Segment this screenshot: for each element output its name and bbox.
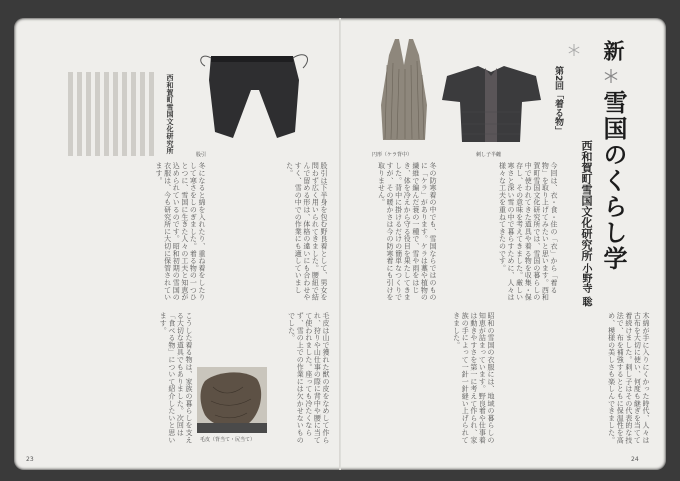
right-lower-column-a: 木綿が手に入りにくかった時代、人々は古布を大切に使い、何度も継ぎを当てて着続けました。刺し子はその代表的な技法で、布を補強するとともに保温性を高め、模様の美しさも楽しんできました。 bbox=[607, 312, 650, 444]
kera-straw-cape-photo bbox=[375, 35, 433, 147]
sidebar-box bbox=[60, 58, 180, 162]
page-gutter bbox=[339, 18, 341, 470]
small-snowflake-icon bbox=[568, 44, 580, 56]
mompe-pants-photo bbox=[193, 48, 317, 148]
left-upper-column-b: 冬になると綿を入れたり、重ね着をしたりして寒さをしのぎました。着る物の一つひとつに、雪国に生きた人々の工夫と知恵が込められているのです。昭和初期の雪国の衣服は、今も研究所に大切に保管されています。 bbox=[155, 162, 206, 301]
sashiko-caption: 刺し子半纏 bbox=[476, 152, 502, 158]
series-title: 雪国のくらし学 bbox=[599, 90, 627, 272]
kera-caption: 円形（ケラ背中） bbox=[372, 152, 413, 158]
right-upper-column-a: 今回は、衣・食・住の「衣」から「着る物」を取り上げてみたいと思います。西和賀町雪国文化研究所では、雪国の暮らしの中で使われてきた道具や着る物を収集・保存し、その意味を考えてきました。厳しい寒さと深い雪の中で暮らすために、人々は様々な工夫を重ねてきたのです。 bbox=[498, 162, 558, 301]
right-upper-column-b: 冬の防寒着の中でも、雪国ならではのものに「ケラ」があります。ケラは藁や植物の繊維で編んだ蓑の一種で、雪や雨をはじき、体を冷えから守る役目を果たしてきました。背中に掛けるだけの簡単なつくりですが、その暖かさは今の防寒着にも引けを取りません。 bbox=[377, 162, 437, 301]
snowflake-icon bbox=[603, 68, 619, 84]
pants-caption: 股引 bbox=[196, 152, 207, 158]
institute-name: 西和賀町雪国文化研究所 bbox=[580, 140, 593, 261]
left-lower-column-b: こうした着る物は、家族の暮らしを支える大切な道具でもありました。次回は「食べる物」について紹介したいと思います。 bbox=[159, 312, 193, 444]
page-number-right: 24 bbox=[631, 456, 639, 463]
left-upper-column-a: 股引は下半身を包む野良着として、男女を問わず広く用いられてきました。腰紐で結んで留める形は、体格の違いにも合わせやすく、雪の中での作業にも適していました。 bbox=[285, 162, 328, 301]
fur-pelt-photo bbox=[197, 367, 267, 433]
left-lower-column-a: 毛皮は山で獲れた獣の皮をなめして作られ、狩りや山仕事の際に背中や腰に当てて使われました。座っても冷たくならず、雪の上での作業には欠かせないものでした。 bbox=[287, 312, 330, 444]
fur-caption: 毛皮（背当て・尻当て） bbox=[200, 437, 256, 443]
page-number-left: 23 bbox=[26, 456, 34, 463]
sidebar-text: 西和賀町雪国文化研究所 bbox=[166, 74, 175, 155]
right-lower-column-b: 昭和の雪国の衣服には、地域の暮らしの知恵が詰まっています。野良着や仕事着は動きやすさを第一に考えて作られ、家族の手によって一針一針縫い上げられてきました。 bbox=[452, 312, 495, 444]
issue-label: 第2回「着る物」 bbox=[553, 66, 563, 136]
sidebar-rule-block bbox=[68, 72, 156, 156]
sashiko-jacket-photo bbox=[440, 62, 543, 146]
author-name: 小野寺 聡 bbox=[580, 263, 591, 307]
series-new-label: 新 bbox=[601, 40, 625, 61]
